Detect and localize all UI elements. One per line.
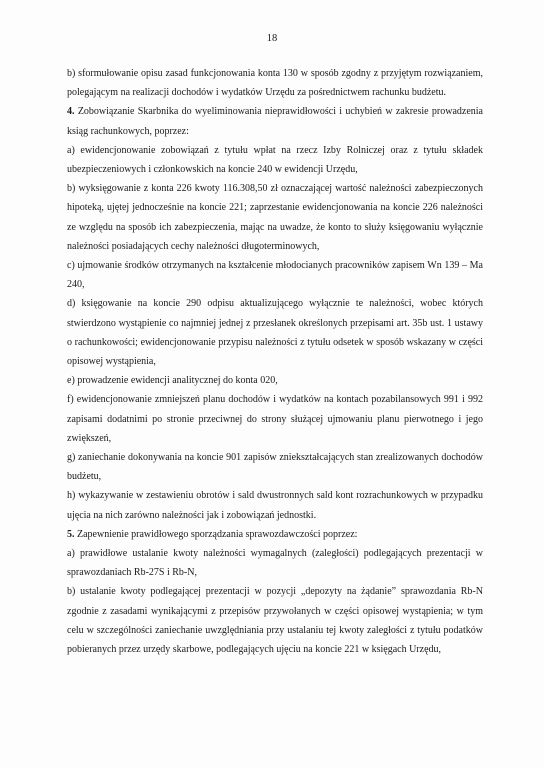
section-number: 5.	[67, 528, 75, 540]
paragraph-5a	[67, 544, 483, 582]
paragraph-text: h) wykazywanie w zestawieniu obrotów i sald dwustronnych sald kont rozrachunkowych w przypadku ujęcia na nich zarówno należności jak i zobowiązań jednostki.	[67, 490, 483, 521]
paragraph-4e	[67, 371, 483, 390]
paragraph-text: c) ujmowanie środków otrzymanych na kształcenie młodocianych pracowników zapisem Wn 139 – Ma 240,	[67, 260, 483, 291]
paragraph-4f	[67, 390, 483, 448]
paragraph-text: Zobowiązanie Skarbnika do wyeliminowania nieprawidłowości i uchybień w zakresie prowadzenia ksiąg rachunkowych, poprzez:	[67, 106, 483, 137]
paragraph-4d	[67, 294, 483, 371]
document-body	[67, 64, 483, 659]
paragraph-text: Zapewnienie prawidłowego sporządzania sprawozdawczości poprzez:	[77, 528, 358, 540]
paragraph-4g	[67, 448, 483, 486]
section-number: 4.	[67, 106, 75, 118]
section-4-heading	[67, 102, 483, 140]
paragraph-3b	[67, 64, 483, 102]
paragraph-text: b) sformułowanie opisu zasad funkcjonowania konta 130 w sposób zgodny z przyjętym rozwiązaniem, polegającym na realizacji dochodów i wydatków Urzędu za pośrednictwem rachunku budżetu.	[67, 68, 483, 99]
section-5-heading	[67, 525, 483, 544]
paragraph-text: a) ewidencjonowanie zobowiązań z tytułu wpłat na rzecz Izby Rolniczej oraz z tytułu składek ubezpieczeniowych i członkowskich na koncie 240 w ewidencji Urzędu,	[67, 144, 483, 176]
paragraph-5b	[67, 582, 483, 659]
paragraph-text: g) zaniechanie dokonywania na koncie 901 zapisów zniekształcających stan zrealizowanych dochodów budżetu,	[67, 452, 483, 483]
paragraph-text: e) prowadzenie ewidencji analitycznej do konta 020,	[67, 375, 278, 387]
page-number: 18	[266, 33, 278, 44]
paragraph-text: b) ustalanie kwoty podlegającej prezentacji w pozycji „depozyty na żądanie” sprawozdania Rb-N zgodnie z zasadami wynikającymi z przepisów przywołanych w części opisowej wystąpienia; w tym celu w szczególności zaniechanie uwzględniania przy ustalaniu tej kwoty zaległości z tytułu podatków pobieranych przez urzędy skarbowe, podlegających ujęciu na koncie 221 w księgach Urzędu,	[67, 586, 483, 656]
paragraph-4a	[67, 141, 483, 179]
paragraph-text: a) prawidłowe ustalanie kwoty należności wymagalnych (zaległości) podlegających prezentacji w sprawozdaniach Rb-27S i Rb-N,	[67, 548, 483, 579]
paragraph-text: f) ewidencjonowanie zmniejszeń planu dochodów i wydatków na kontach pozabilansowych 991 i 992 zapisami dodatnimi po stronie przeciwnej do strony służącej ujmowaniu planu pierwotnego i jego zwiększeń,	[67, 394, 483, 444]
paragraph-4h	[67, 486, 483, 524]
paragraph-4b	[67, 179, 483, 256]
paragraph-text: b) wyksięgowanie z konta 226 kwoty 116.308,50 zł oznaczającej wartość należności zabezpieczonych hipoteką, ujętej jednocześnie na koncie 221; zaprzestanie ewidencjonowania na koncie 226 należności ze względu na sposób ich zabezpieczenia, mając na uwadze, że konto to służy księgowaniu wyłącznie należności posiadających cechy należności długoterminowych,	[67, 183, 483, 252]
paragraph-text: d) księgowanie na koncie 290 odpisu aktualizującego wyłącznie te należności, wobec których stwierdzono wystąpienie co najmniej jednej z przesłanek określonych przepisami art. 35b ust. 1 ustawy o rachunkowości; ewidencjonowanie przypisu należności z tytułu odsetek w sposób wskazany w części opisowej wystąpienia,	[67, 298, 483, 368]
paragraph-4c	[67, 256, 483, 294]
